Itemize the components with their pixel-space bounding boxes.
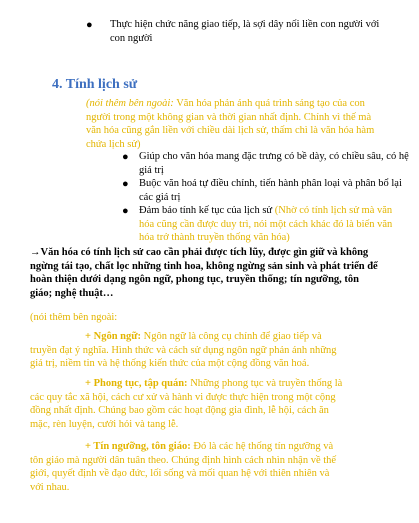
extra-item-line: các quy tắc xã hội, cách cư xử và hành vi được thực hiện trong một cộng (30, 391, 336, 403)
list-item-note-line: hóa trở thành truyền thống văn hóa) (139, 232, 290, 243)
extra-item-line: truyền đạt ý nghĩa. Hình thức và cách sử dụng ngôn ngữ phản ánh những (30, 344, 337, 356)
list-item (139, 150, 409, 177)
conclusion-line: →Văn hóa có tính lịch sử cao cần phải được tích lũy, được gìn giữ và không (30, 247, 369, 258)
top-bullet-line: con người (110, 32, 153, 44)
note-label: (nói thêm bên ngoài: (86, 98, 174, 109)
conclusion-line: hoàn thiện dưới dạng ngôn ngữ, phong tục, truyền thống; tín ngưỡng, tôn (30, 274, 359, 285)
bullet-dot: ● (122, 178, 129, 190)
note-line: người trong một không gian và thời gian nhất định. Chính vì thế mà (86, 111, 372, 123)
extra-item (30, 440, 415, 494)
extra-item-line: giá trị, niềm tin và hệ thống kiến thức của một cộng đồng văn hoá. (30, 358, 310, 369)
list-item (139, 177, 409, 204)
bullet-dot: ● (86, 19, 93, 31)
note-line: chứa lịch sử) (86, 138, 141, 150)
extra-item-title: + Tín ngưỡng, tôn giáo: (85, 441, 191, 452)
extra-item-text: Ngôn ngữ là công cụ chính để giao tiếp và (141, 331, 322, 342)
list-item-line: Giúp cho văn hóa mang đặc trưng có bề dày, có chiều sâu, có hệ (139, 151, 409, 162)
section-heading: 4. Tính lịch sử (52, 77, 138, 92)
extra-item-text: Đó là các hệ thống tín ngưỡng và (190, 441, 334, 452)
extra-item-line: mặc, rèn luyện, cưới hỏi và tang lễ. (30, 418, 179, 430)
extra-item-line: giới, quyết định về đạo đức, lối sống và mối quan hệ với thiên nhiên và (30, 468, 330, 479)
extra-item-title: + Ngôn ngữ: (85, 331, 142, 342)
list-item (139, 204, 414, 245)
top-bullet (110, 18, 410, 45)
extra-item-line: với nhau. (30, 481, 70, 493)
bullet-dot: ● (122, 205, 129, 217)
list-item-lead: Đảm bảo tính kế tục của lịch sử (139, 205, 273, 216)
conclusion-paragraph (30, 246, 415, 300)
extra-item-line: đồng nhất định. Chúng bao gồm các hoạt động gia đình, lễ hội, cách ăn (30, 405, 329, 416)
note-line: văn hóa cũng gắn liền với chiều dài lịch sử, thấm chì là văn hóa hàm (86, 125, 375, 136)
top-bullet-line: Thực hiện chức năng giao tiếp, là sợi dây nối liền con người với (110, 19, 380, 30)
bullet-dot: ● (122, 151, 129, 163)
section-note (86, 97, 406, 151)
extra-item-title: + Phong tục, tập quán: (85, 378, 188, 389)
note-line: Văn hóa phản ánh quá trình sáng tạo của con (176, 98, 365, 109)
extra-item (30, 377, 415, 431)
conclusion-line: giáo; nghệ thuật… (30, 287, 114, 299)
list-item-note: (Nhờ có tính lịch sử mà văn (272, 205, 393, 216)
extra-label: (nói thêm bên ngoài: (30, 312, 118, 323)
extra-item-line: tôn giáo mà người dân tuân theo. Chúng định hình cách nhìn nhận về thế (30, 454, 337, 466)
list-item-line: giá trị (139, 164, 164, 176)
list-item-line: các giá trị (139, 191, 181, 203)
list-item-line: Buộc văn hoá tự điều chỉnh, tiến hành phân loại và phân bổ lại (139, 178, 402, 189)
list-item-note-line: hóa cũng cần được duy trì, nói một cách khác đó là biến văn (139, 218, 393, 230)
extra-item (30, 330, 415, 371)
extra-item-text: Những phong tục và truyền thống là (187, 378, 343, 389)
conclusion-line: ngừng tái tạo, chất lọc những tinh hoa, không ngừng sản sinh và phát triển để (30, 260, 378, 272)
